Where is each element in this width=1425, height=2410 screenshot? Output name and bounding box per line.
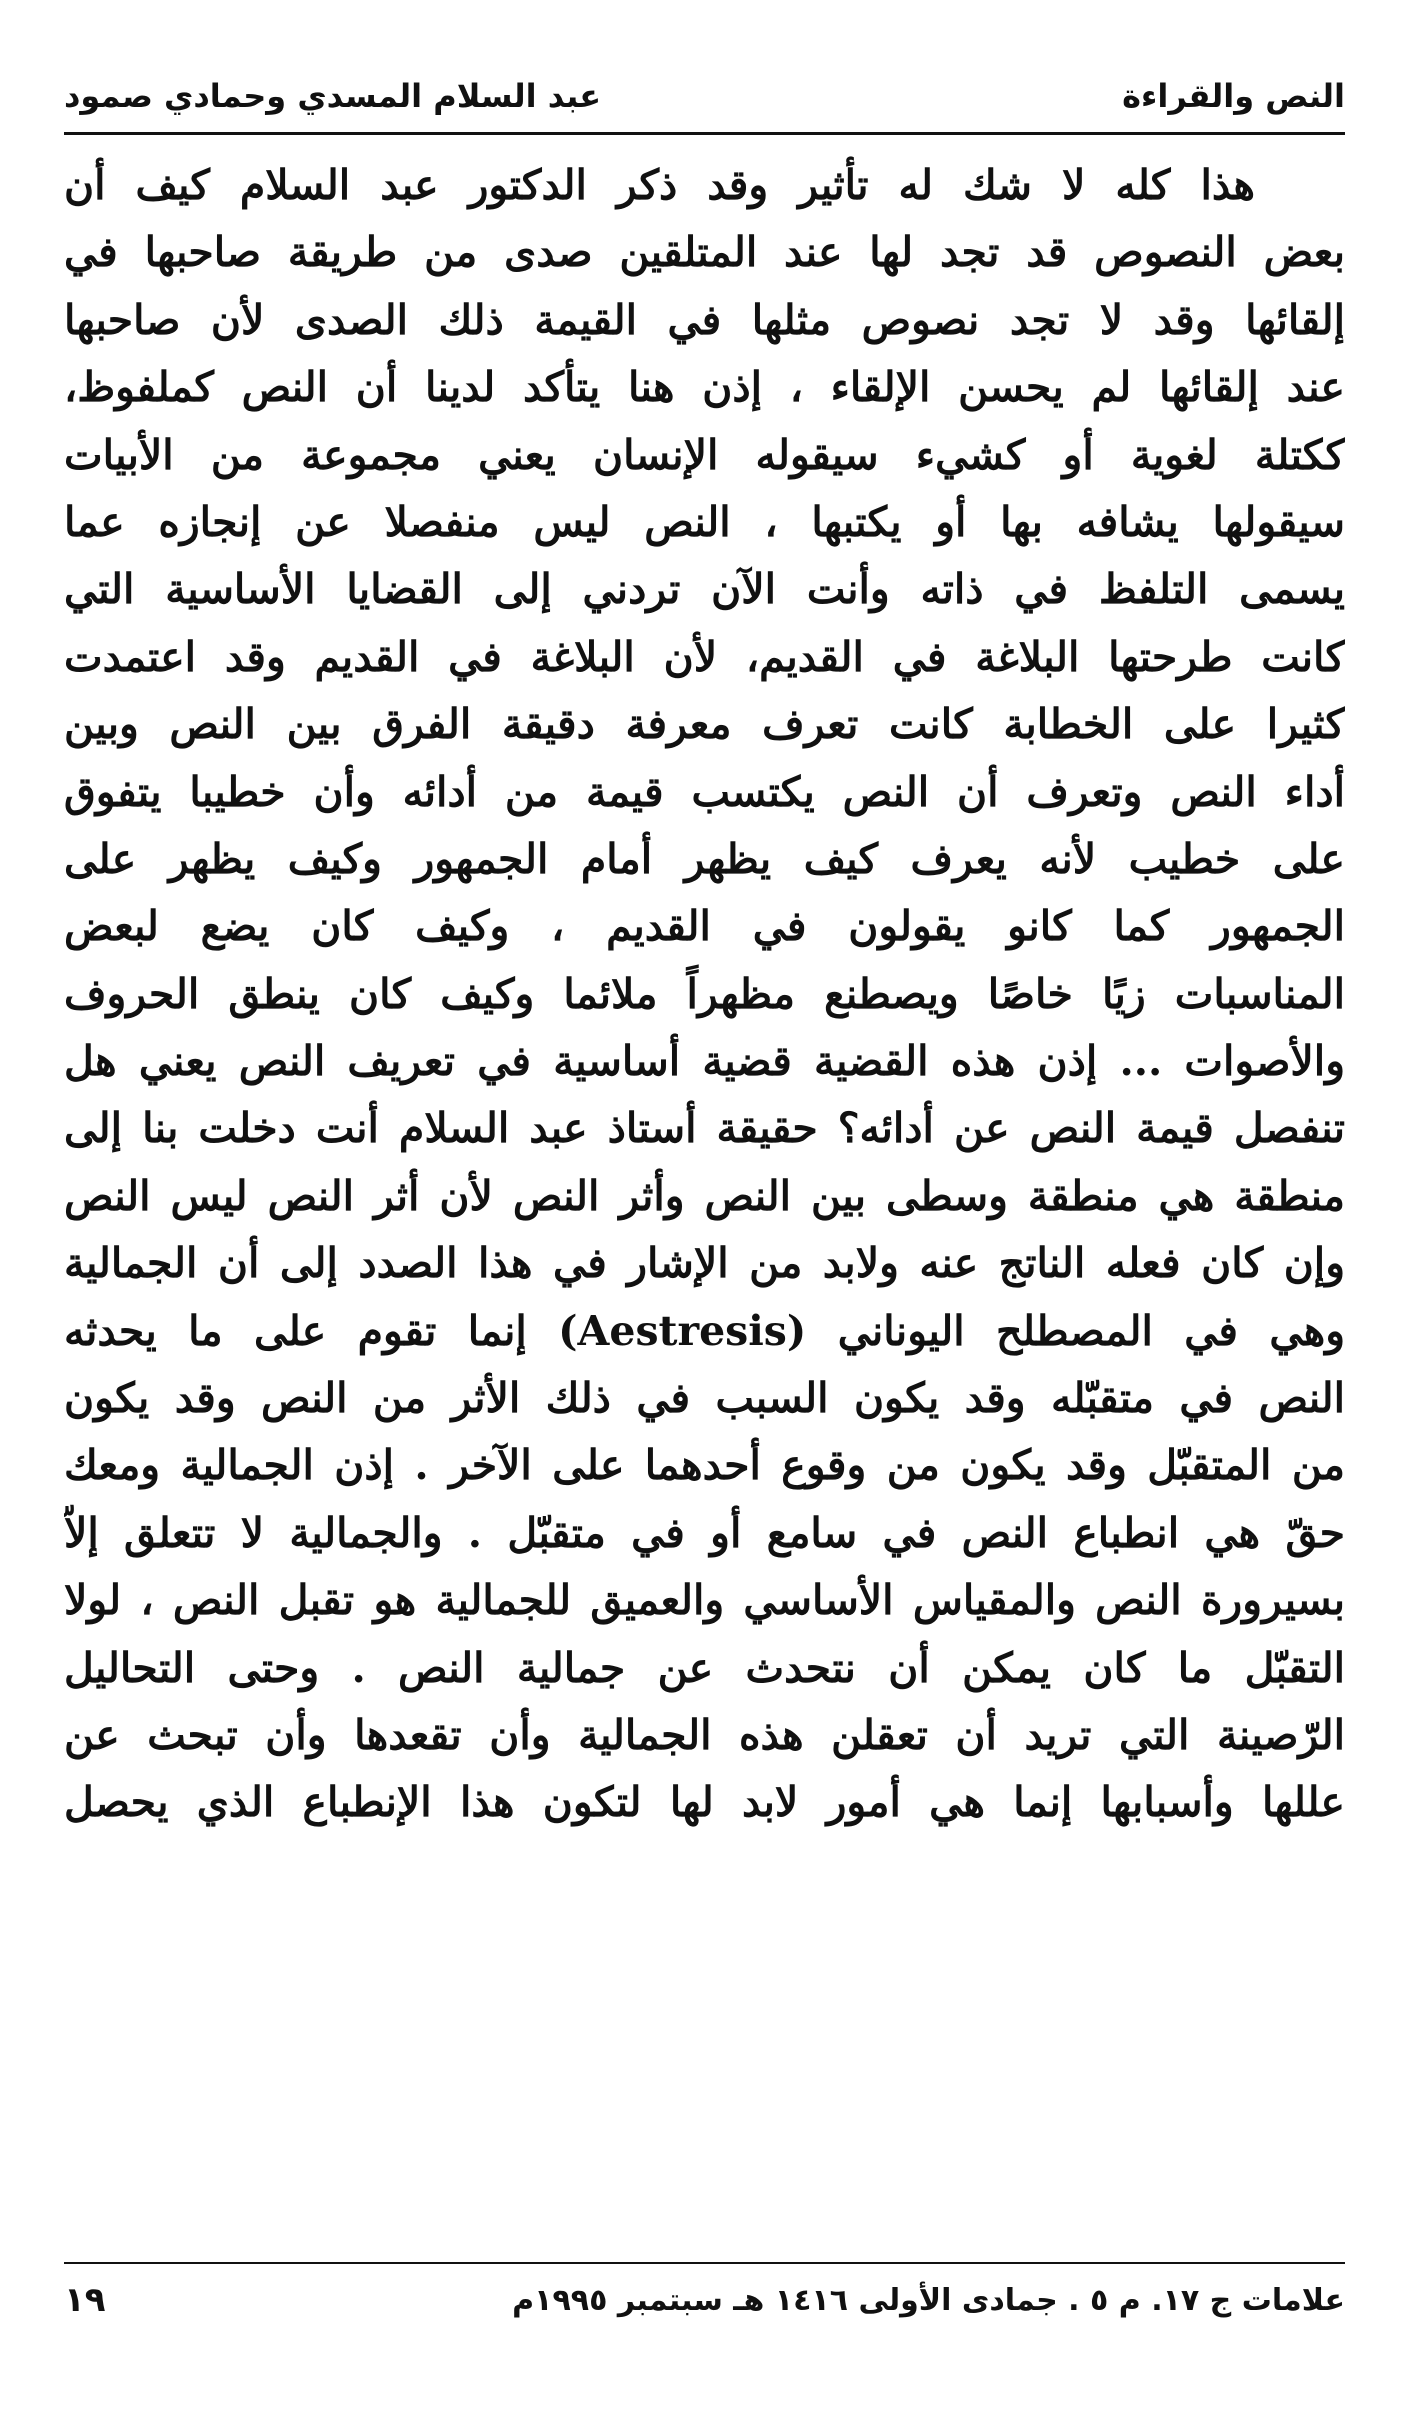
text-line: التقبّل ما كان يمكن أن نتحدث عن جمالية النص . وحتى التحاليل (64, 1643, 1345, 1692)
text-line: بسيرورة النص والمقياس الأساسي والعميق للجمالية هو تقبل النص ، لولا (64, 1576, 1345, 1625)
text-line: بعض النصوص قد تجد لها عند المتلقين صدى من طريقة صاحبها في (64, 228, 1345, 277)
page-number: ١٩ (64, 2280, 106, 2320)
header-authors: عبد السلام المسدي وحمادي صمود (64, 77, 602, 115)
text-line: ككتلة لغوية أو كشيء سيقوله الإنسان يعني مجموعة من الأبيات (64, 430, 1345, 479)
text-line: هذا كله لا شك له تأثير وقد ذكر الدكتور عبد السلام كيف أن (64, 161, 1255, 209)
text-line: أداء النص وتعرف أن النص يكتسب قيمة من أدائه وأن خطيبا يتفوق (64, 767, 1345, 816)
text-line: عللها وأسبابها إنما هي أمور لابد لها لتكون هذا الإنطباع الذي يحصل (64, 1778, 1345, 1827)
text-line: كثيرا على الخطابة كانت تعرف معرفة دقيقة الفرق بين النص وبين (64, 700, 1345, 749)
text-line: يسمى التلفظ في ذاته وأنت الآن تردني إلى القضايا الأساسية التي (64, 565, 1345, 614)
footer-citation: علامات ج ١٧. م ٥ . جمادى الأولى ١٤١٦ هـ سبتمبر ١٩٩٥م (512, 2282, 1345, 2318)
text-line: المناسبات زيًا خاصًا ويصطنع مظهراً ملائما وكيف كان ينطق الحروف (64, 969, 1345, 1018)
body-text (64, 152, 1345, 1837)
header-title: النص والقراءة (1122, 77, 1345, 115)
text-line: النص في متقبّله وقد يكون السبب في ذلك الأثر من النص وقد يكون (64, 1374, 1345, 1423)
text-line: إلقائها وقد لا تجد نصوص مثلها في القيمة ذلك الصدى لأن صاحبها (64, 295, 1345, 344)
text-line: والأصوات ... إذن هذه القضية قضية أساسية في تعريف النص يعني هل (64, 1037, 1345, 1086)
text-line: تنفصل قيمة النص عن أدائه؟ حقيقة أستاذ عبد السلام أنت دخلت بنا إلى (64, 1104, 1345, 1153)
footer-rule (64, 2262, 1345, 2264)
header-rule (64, 132, 1345, 135)
text-line: من المتقبّل وقد يكون من وقوع أحدهما على الآخر . إذن الجمالية ومعك (64, 1441, 1345, 1490)
page-footer (64, 2270, 1345, 2330)
text-line: عند إلقائها لم يحسن الإلقاء ، إذن هنا يتأكد لدينا أن النص كملفوظ، (64, 363, 1345, 412)
text-line: وإن كان فعله الناتج عنه ولابد من الإشار في هذا الصدد إلى أن الجمالية (64, 1239, 1345, 1288)
text-line: الرّصينة التي تريد أن تعقلن هذه الجمالية وأن تقعدها وأن تبحث عن (64, 1710, 1345, 1759)
text-line: سيقولها يشافه بها أو يكتبها ، النص ليس منفصلا عن إنجازه عما (64, 497, 1345, 546)
running-header (64, 66, 1345, 126)
text-line: على خطيب لأنه يعرف كيف يظهر أمام الجمهور وكيف يظهر على (64, 834, 1345, 883)
text-line: منطقة هي منطقة وسطى بين النص وأثر النص لأن أثر النص ليس النص (64, 1171, 1345, 1220)
text-line: الجمهور كما كانو يقولون في القديم ، وكيف كان يضع لبعض (64, 902, 1345, 951)
text-line: كانت طرحتها البلاغة في القديم، لأن البلاغة في القديم وقد اعتمدت (64, 632, 1345, 681)
text-line: حقّ هي انطباع النص في سامع أو في متقبّل . والجمالية لا تتعلق إلاّ (64, 1508, 1345, 1557)
text-line: وهي في المصطلح اليوناني (Aestresis) إنما تقوم على ما يحدثه (64, 1306, 1345, 1355)
